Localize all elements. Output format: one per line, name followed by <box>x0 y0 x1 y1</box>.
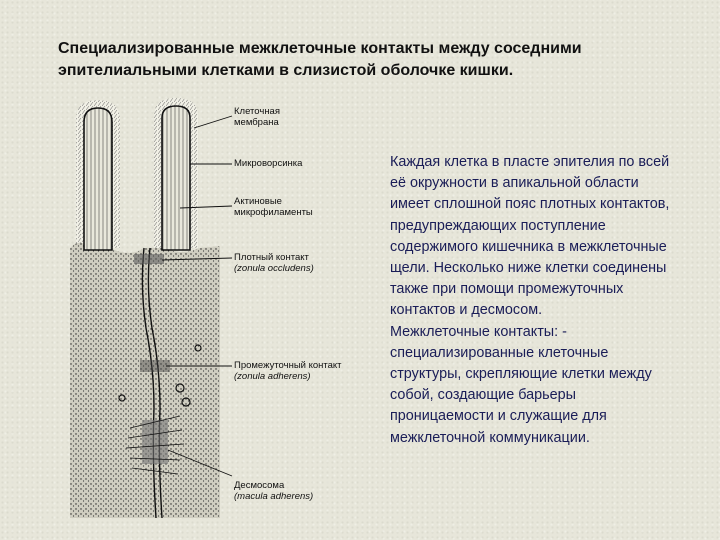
label-actin-microfilaments: Актиновые микрофиламенты <box>234 196 313 218</box>
description-text <box>390 152 672 449</box>
label-microvillus: Микроворсинка <box>234 158 303 169</box>
label-tight-junction: Плотный контакт (zonula occludens) <box>234 252 314 274</box>
description-paragraph-1: Каждая клетка в пласте эпителия по всей её окружности в апикальной области имеет сплошной пояс плотных контактов, предупреждающих поступление содержимого кишечника в межклеточные щели. Несколько ниже клетки соединены также при помощи промежуточных контактов и десмосом. <box>390 154 670 319</box>
junction-illustration <box>70 98 370 518</box>
cell-body <box>70 242 220 518</box>
tight-junction <box>134 254 164 264</box>
slide-title: Специализированные межклеточные контакты между соседними эпителиальными клетками в слизистой оболочке кишки. <box>58 40 582 79</box>
adherens-junction <box>140 360 170 372</box>
label-cell-membrane: Клеточная мембрана <box>234 106 280 128</box>
microvillus-right <box>162 106 190 250</box>
description-paragraph-2: Межклеточные контакты: - специализированные клеточные структуры, скрепляющие клетки между собой, создающие барьеры проницаемости и служащие для межклеточной коммуникации. <box>390 323 652 446</box>
label-adherens-junction: Промежуточный контакт (zonula adherens) <box>234 360 342 382</box>
label-desmosome: Десмосома (macula adherens) <box>234 480 314 502</box>
microvillus-left <box>84 108 112 250</box>
